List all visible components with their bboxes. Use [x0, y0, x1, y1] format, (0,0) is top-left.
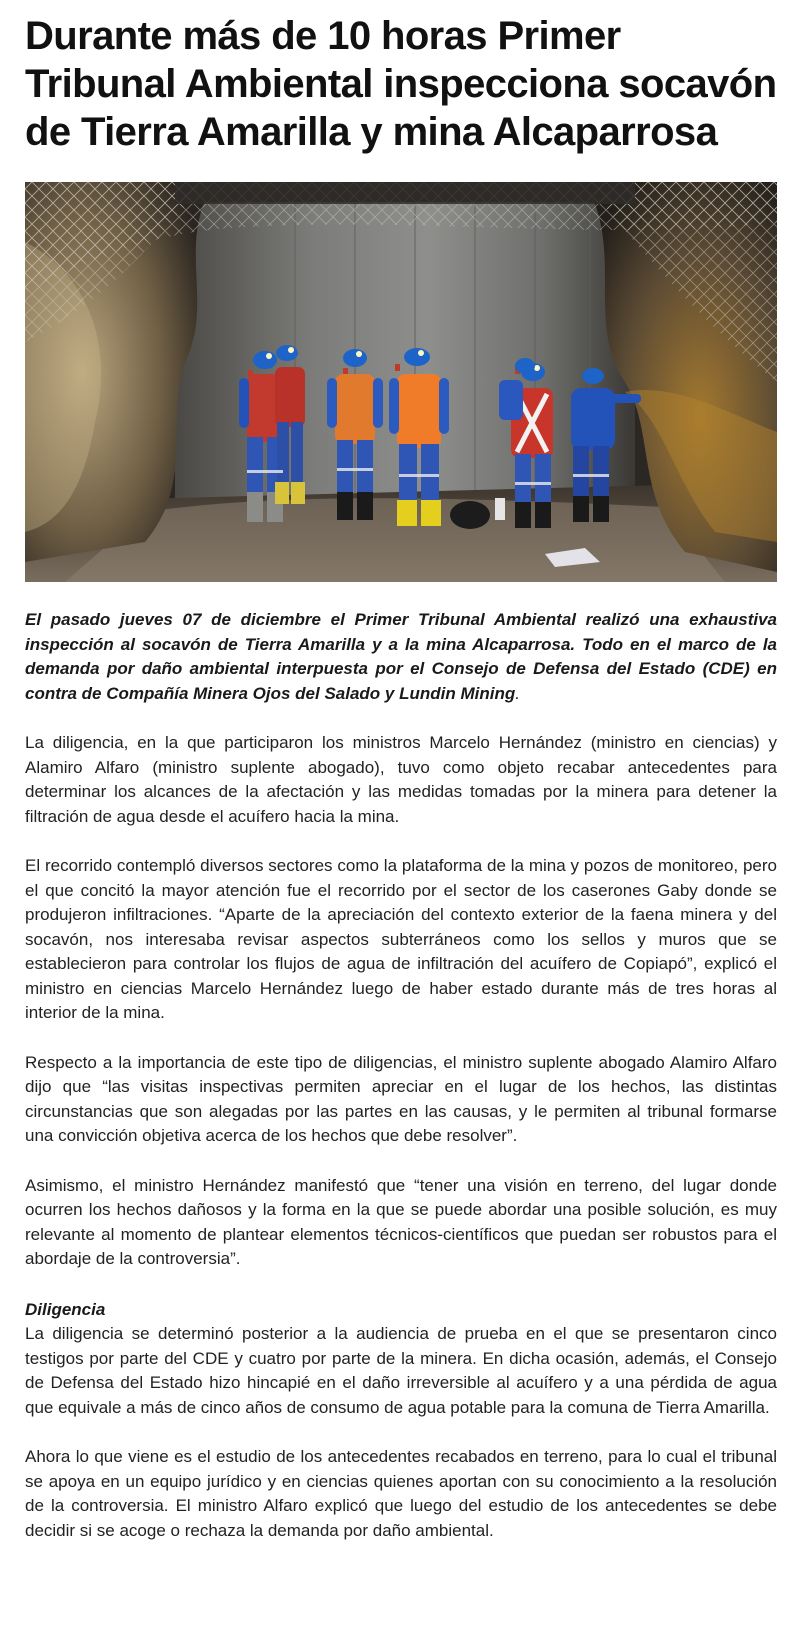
article: [25, 0, 777, 1543]
article-paragraph-3: Respecto a la importancia de este tipo de diligencias, el ministro suplente abogado Alamiro Alfaro dijo que “las visitas inspectivas permiten apreciar en el lugar de los hechos, las distintas circunstancias que son alegadas por las partes en las causas, y le permiten al tribunal formarse una convicción objetiva acerca de los hechos que debe resolver”.: [25, 1052, 777, 1145]
article-paragraph-4: Asimismo, el ministro Hernández manifestó que “tener una visión en terreno, del lugar donde ocurren los hechos dañosos y la forma en la que se puede abordar una posible solución, es muy relevante al momento de plantear elementos técnicos-científicos que puedan ser robustos para el abordaje de la controversia”.: [25, 1175, 777, 1268]
mine-inspection-photo-icon: [25, 182, 777, 582]
article-hero-image: [25, 182, 777, 582]
article-headline: Durante más de 10 horas Primer Tribunal Ambiental inspecciona socavón de Tierra Amarilla y mina Alcaparrosa: [25, 14, 777, 154]
article-paragraph-1: La diligencia, en la que participaron los ministros Marcelo Hernández (ministro en ciencias) y Alamiro Alfaro (ministro suplente abogado), tuvo como objeto recabar antecedentes para determinar los alcances de la afectación y las medidas tomadas por la minera para detener la filtración de agua desde el acuífero hacia la mina.: [25, 733, 777, 826]
article-lead-period: .: [515, 683, 520, 703]
article-paragraph-5: La diligencia se determinó posterior a la audiencia de prueba en el que se presentaron cinco testigos por parte del CDE y cuatro por parte de la minera. En dicha ocasión, además, el Consejo de Defensa del Estado hizo hincapié en el daño irreversible al acuífero y a una pérdida de agua que equivale a más de cinco años de consumo de agua potable para la comuna de Tierra Amarilla.: [25, 1324, 777, 1417]
section-subheading: Diligencia: [25, 1299, 106, 1319]
article-lead-text: El pasado jueves 07 de diciembre el Primer Tribunal Ambiental realizó una exhaustiva inspección al socavón de Tierra Amarilla y a la mina Alcaparrosa. Todo en el marco de la demanda por daño ambiental interpuesta por el Consejo de Defensa del Estado (CDE) en contra de Compañía Minera Ojos del Salado y Lundin Mining: [25, 610, 777, 703]
article-paragraph-6: Ahora lo que viene es el estudio de los antecedentes recabados en terreno, para lo cual el tribunal se apoya en un equipo jurídico y en ciencias quienes aportan con su conocimiento a la resolución de la controversia. El ministro Alfaro explicó que luego del estudio de los antecedentes se debe decidir si se acoge o rechaza la demanda por daño ambiental.: [25, 1447, 777, 1540]
article-paragraph-2: El recorrido contempló diversos sectores como la plataforma de la mina y pozos de monitoreo, pero el que concitó la mayor atención fue el recorrido por el sector de los caserones Gaby donde se produjeron infiltraciones. “Aparte de la apreciación del contexto exterior de la faena minera y del socavón, nos interesaba revisar aspectos subterráneos como los sellos y muros que se establecieron para controlar los flujos de agua de infiltración del acuífero de Copiapó”, explicó el ministro en ciencias Marcelo Hernández luego de haber estado durante más de tres horas al interior de la mina.: [25, 856, 777, 1022]
article-lead: [25, 608, 777, 706]
